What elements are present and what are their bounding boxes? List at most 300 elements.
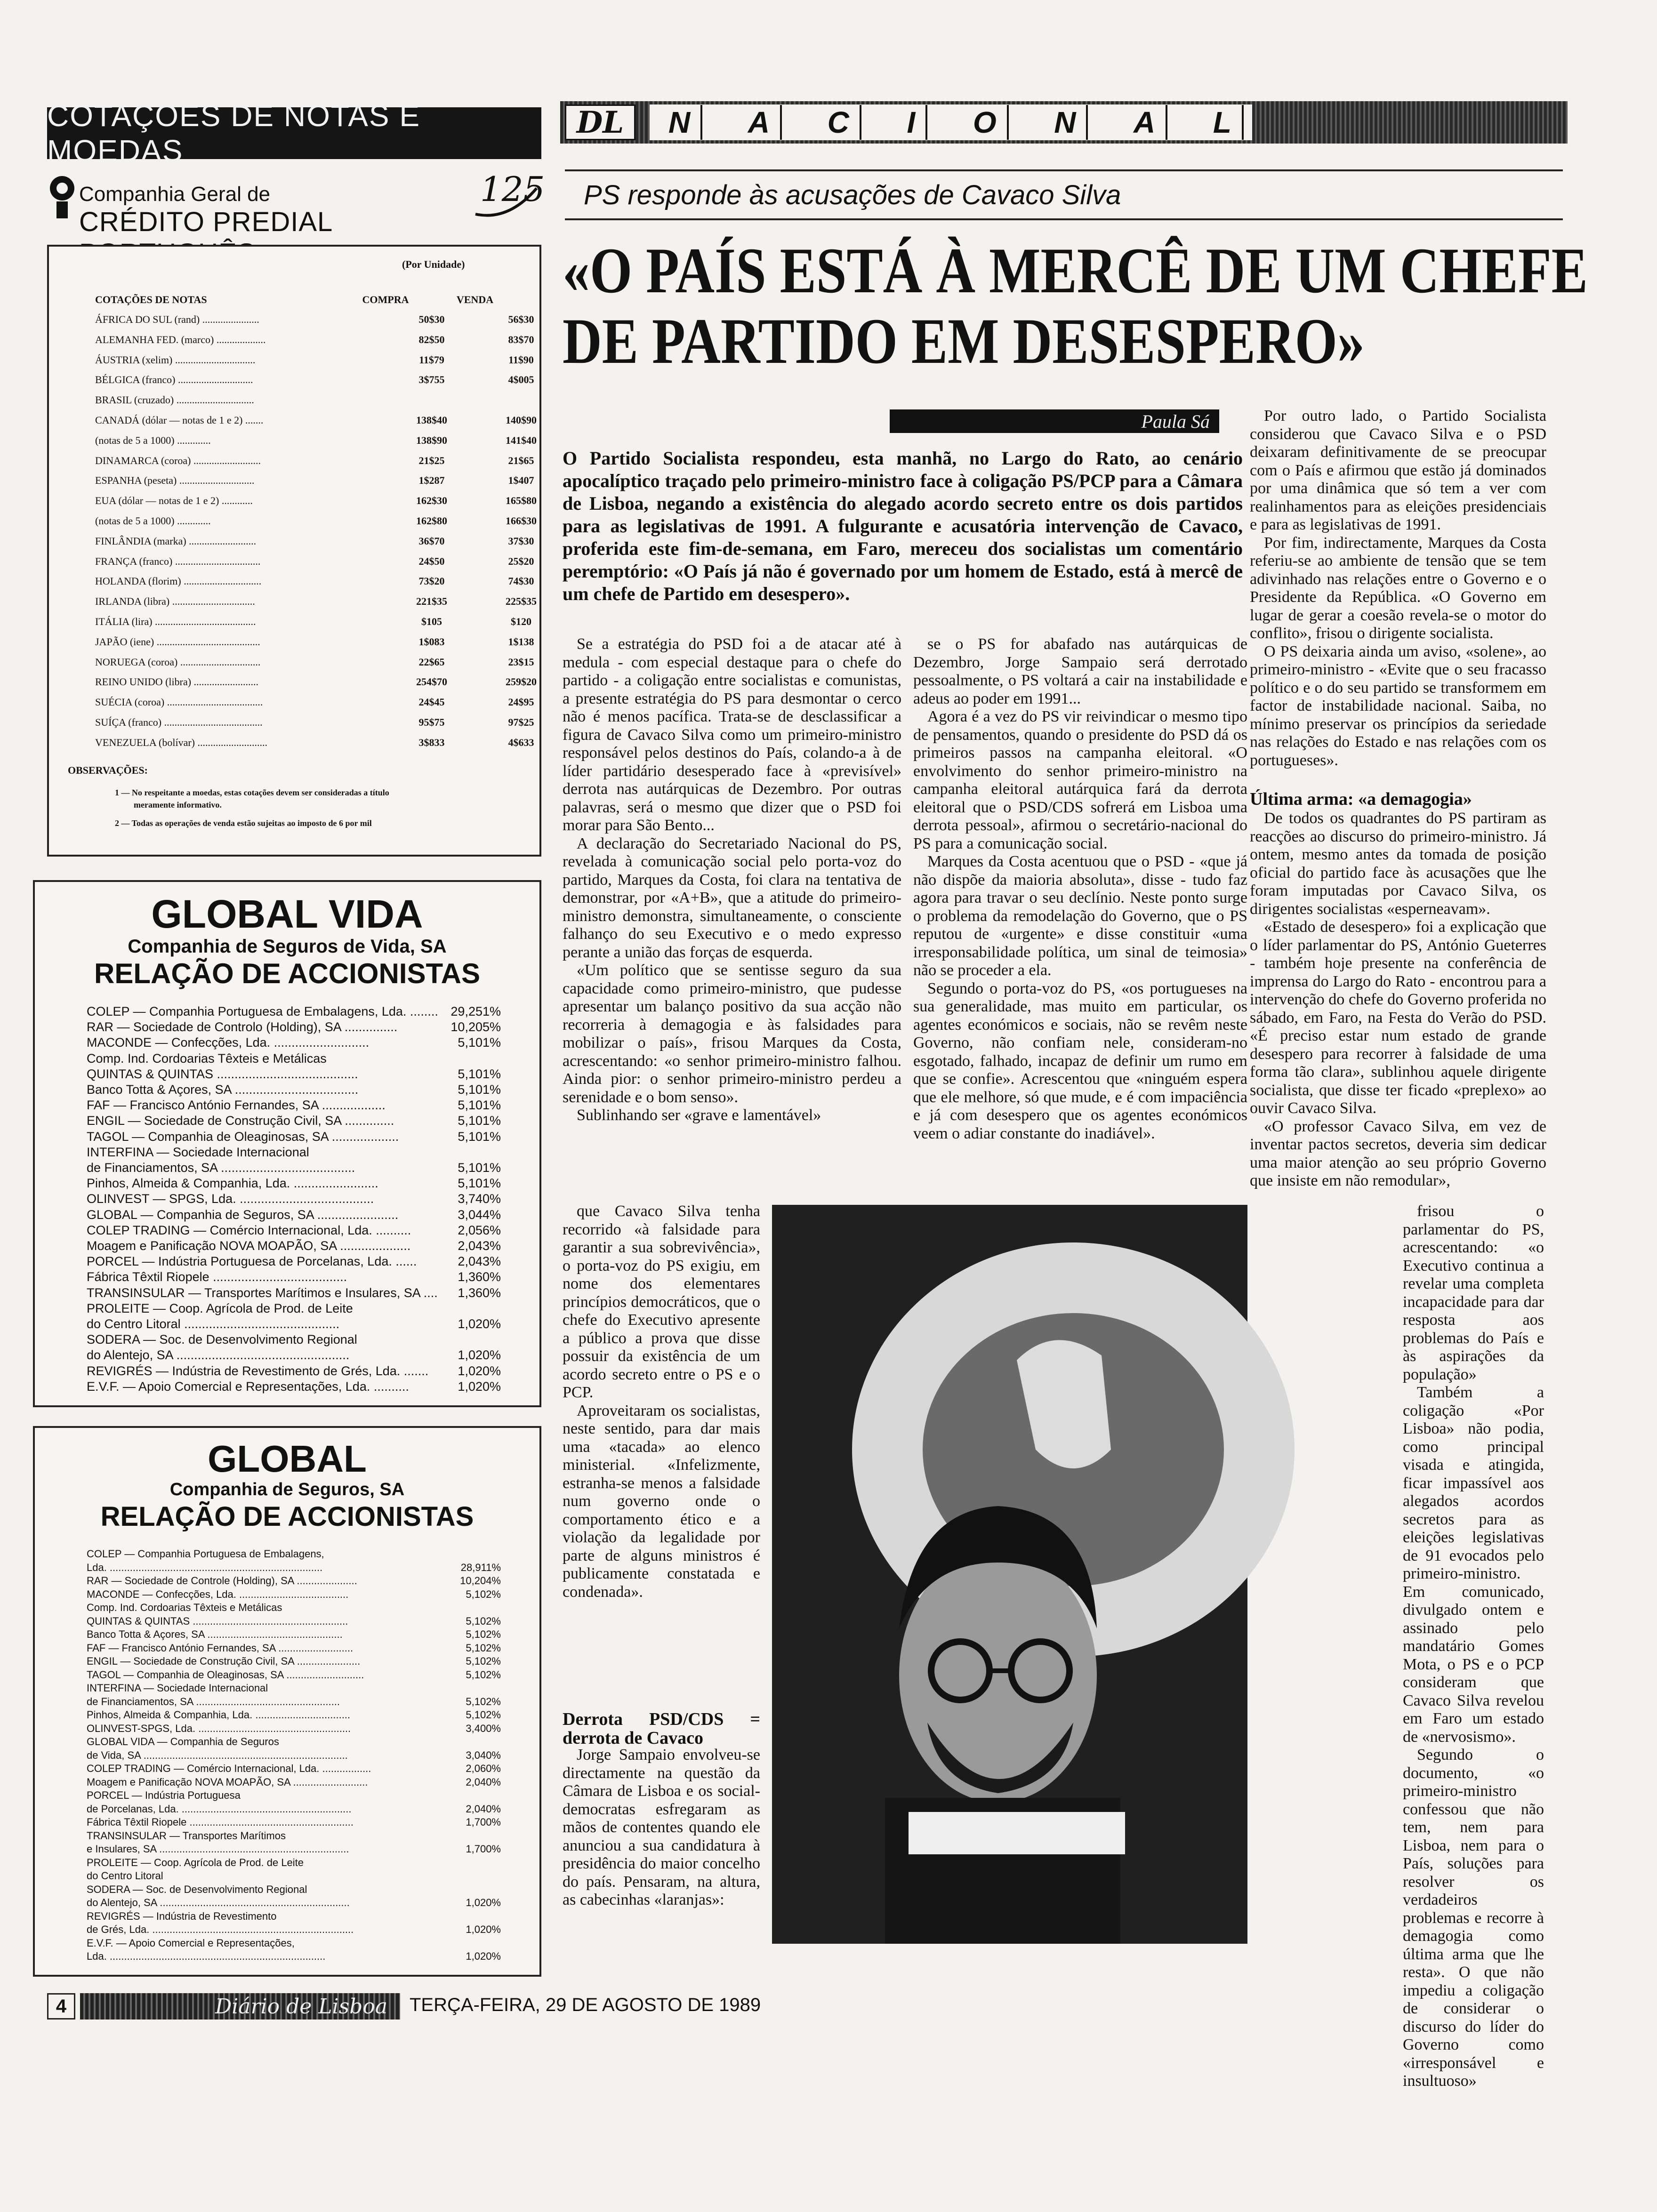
currency-name: BÉLGICA (franco) ............................. — [95, 374, 253, 386]
article-photo — [772, 1205, 1247, 1944]
shareholder-name: Comp. Ind. Cordoarias Têxteis e Metálicas — [87, 1602, 282, 1613]
shareholder-row — [87, 1020, 501, 1035]
currency-name: CANADÁ (dólar — notas de 1 e 2) ....... — [95, 414, 264, 426]
shareholder-row — [87, 1910, 501, 1924]
shareholder-row — [87, 1870, 501, 1883]
buy-value: 138$90 — [416, 434, 447, 446]
shareholder-name: COLEP — Companhia Portuguesa de Embalagens, — [87, 1548, 324, 1560]
shareholder-name: TAGOL — Companhia de Oleaginosas, SA ........................... — [87, 1668, 364, 1681]
shareholder-row — [87, 1364, 501, 1379]
issue-date: TERÇA-FEIRA, 29 DE AGOSTO DE 1989 — [410, 1995, 761, 2015]
cotacao-row — [95, 716, 534, 732]
shareholder-percent: 1,020% — [466, 1950, 501, 1962]
sell-value: 1$138 — [508, 635, 534, 648]
shareholder-percent: 3,740% — [458, 1192, 501, 1206]
obs-1b: meramente informativo. — [134, 800, 222, 809]
shareholder-row — [87, 1763, 501, 1776]
shareholder-name: TAGOL — Companhia de Oleaginosas, SA ................... — [87, 1129, 399, 1144]
shareholder-row — [87, 1669, 501, 1683]
section-letter: A — [1123, 105, 1167, 140]
shareholder-row — [87, 1575, 501, 1588]
shareholder-row — [87, 1776, 501, 1790]
shareholder-percent: 1,700% — [466, 1843, 501, 1855]
headline-line-1: «O PAÍS ESTÁ À MERCÊ DE UM CHEFE — [563, 234, 1588, 306]
shareholder-percent: 5,102% — [466, 1642, 501, 1654]
shareholder-percent: 10,204% — [460, 1575, 501, 1587]
sell-value: 56$30 — [508, 313, 534, 325]
buy-value: 162$80 — [416, 515, 447, 527]
global-vida-section: RELAÇÃO DE ACCIONISTAS — [94, 958, 481, 989]
buy-value: 3$755 — [418, 374, 445, 386]
sell-value: 37$30 — [508, 535, 534, 547]
sell-value: 166$30 — [506, 515, 537, 527]
shareholder-percent: 2,040% — [466, 1776, 501, 1788]
shareholder-row — [87, 1655, 501, 1669]
shareholder-row — [87, 1035, 501, 1051]
shareholder-percent: 1,020% — [466, 1897, 501, 1908]
sell-value: 141$40 — [506, 434, 537, 446]
currency-name: (notas de 5 a 1000) ............. — [95, 434, 211, 446]
shareholder-row — [87, 1709, 501, 1723]
buy-value: 82$50 — [418, 333, 445, 345]
cotacao-row — [95, 635, 534, 652]
shareholder-row — [87, 1843, 501, 1857]
shareholder-row — [87, 1208, 501, 1223]
sell-value: 83$70 — [508, 333, 534, 345]
shareholder-percent: 5,102% — [466, 1668, 501, 1681]
shareholder-row — [87, 1857, 501, 1870]
global-title: GLOBAL — [208, 1438, 367, 1480]
shareholder-name: FAF — Francisco António Fernandes, SA .......................... — [87, 1642, 354, 1654]
shareholder-name: OLINVEST-SPGS, Lda. ..................................................... — [87, 1722, 351, 1734]
shareholder-name: GLOBAL VIDA — Companhia de Seguros — [87, 1736, 279, 1747]
shareholder-name: COLEP — Companhia Portuguesa de Embalagens, Lda. ........ — [87, 1004, 438, 1018]
article-column-1c — [563, 1746, 760, 1953]
currency-name: DINAMARCA (coroa) .......................... — [95, 454, 261, 466]
cotacao-row — [95, 495, 537, 511]
shareholder-name: Banco Totta & Açores, SA ................................... — [87, 1082, 359, 1097]
shareholder-percent: 5,102% — [466, 1709, 501, 1721]
shareholder-name: Moagem e Panificação NOVA MOAPÃO, SA .................... — [87, 1239, 411, 1253]
article-paragraph: que Cavaco Silva tenha recorrido «à falsidade para garantir a sua sobrevivência», o porta-voz do PS exigiu, em nome dos elementares princípios democráticos, que o chefe do Executivo apresente a público a prova que disse possuir da existência de um acordo secreto entre o PS e o PCP. — [563, 1202, 760, 1401]
shareholder-row — [87, 1830, 501, 1843]
cotacao-row — [95, 414, 537, 430]
shareholder-percent: 2,060% — [466, 1763, 501, 1774]
anniversary-logo — [471, 169, 545, 221]
shareholder-name: RAR — Sociedade de Controle (Holding), SA ..................... — [87, 1575, 357, 1587]
section-letter: I — [896, 105, 927, 140]
shareholder-row — [87, 1696, 501, 1709]
buy-value: 11$79 — [419, 353, 444, 366]
shareholder-percent: 5,102% — [466, 1628, 501, 1640]
shareholder-percent: 3,044% — [458, 1207, 501, 1222]
photo-illustration — [772, 1205, 1247, 1944]
global-vida-title: GLOBAL VIDA — [151, 892, 423, 936]
cotacao-row — [95, 616, 531, 632]
bank-line-2: CRÉDITO PREDIAL — [79, 207, 332, 237]
shareholder-name: do Alentejo, SA ................................................. — [87, 1348, 350, 1362]
shareholder-name: de Grés, Lda. ...................................................................... — [87, 1923, 354, 1935]
shareholder-row — [87, 1816, 501, 1830]
article-paragraph: A declaração do Secretariado Nacional do PS, revelada à comunicação social pelo porta-voz do partido, Marques da Costa, foi clara na tentativa de demonstrar, por «A+B», que a atitude do primeiro-ministro demonstra, simultaneamente, o consciente falhanço do seu Executivo e o medo expresso perante a união das forças de esquerda. — [563, 834, 901, 961]
headline-line-2: DE PARTIDO EM DESESPERO» — [563, 305, 1365, 377]
shareholder-row — [87, 1897, 501, 1910]
buy-value: 24$50 — [418, 555, 445, 567]
shareholder-name: Lda. .......................................................................... — [87, 1561, 323, 1573]
sell-value: 225$35 — [506, 595, 537, 608]
currency-name: HOLANDA (florim) .............................. — [95, 575, 262, 587]
currency-name: VENEZUELA (bolívar) ........................... — [95, 736, 267, 748]
article-lead: O Partido Socialista respondeu, esta manhã, no Largo do Rato, ao cenário apocalíptico traçado pelo primeiro-ministro face à coligação PS/PCP para a Câmara de Lisboa, negando a existência do alegado acordo secreto entre os dois partidos para as legislativas de 1991. A fulgurante e acusatória intervenção de Cavaco, proferida este fim-de-semana, em Faro, mereceu dos socialistas um comentário peremptório: «O País já não é governado por um homem de Estado, está à mercê de um chefe de Partido em desespero». — [563, 448, 1243, 604]
shareholder-name: FAF — Francisco António Fernandes, SA .................. — [87, 1098, 386, 1113]
shareholder-percent: 5,101% — [458, 1082, 501, 1097]
shareholder-row — [87, 1615, 501, 1629]
article-paragraph: Sublinhando ser «grave e lamentável» — [577, 1106, 821, 1124]
currency-name: JAPÃO (iene) ........................................ — [95, 635, 260, 648]
shareholder-percent: 28,911% — [460, 1561, 501, 1573]
shareholder-row — [87, 1803, 501, 1817]
shareholder-row — [87, 1067, 501, 1082]
cotacoes-table — [47, 245, 541, 857]
article-paragraph: O PS deixaria ainda um aviso, «solene», ao primeiro-ministro - «Evite que o seu fracasso político e o do seu partido se transformem em factor de instabilidade nacional. Saiba, no mínimo preservar os princípios da seriedade nas relações do Estado e nas relações com os portugueses». — [1250, 642, 1546, 769]
shareholder-name: Comp. Ind. Cordoarias Têxteis e Metálicas — [87, 1051, 327, 1066]
shareholder-name: Pinhos, Almeida & Companhia, Lda. ........................ — [87, 1176, 378, 1191]
shareholder-row — [87, 1682, 501, 1696]
bank-line-1: Companhia Geral de — [79, 183, 271, 206]
shareholder-name: QUINTAS & QUINTAS ...................................................... — [87, 1615, 348, 1627]
shareholder-row — [87, 1082, 501, 1098]
global-box — [33, 1426, 541, 1977]
shareholder-row — [87, 1923, 501, 1937]
shareholder-name: GLOBAL — Companhia de Seguros, SA ....................... — [87, 1207, 399, 1222]
shareholder-percent: 1,020% — [458, 1363, 501, 1378]
shareholder-name: COLEP TRADING — Comércio Internacional, Lda. ................. — [87, 1763, 371, 1774]
shareholder-name: SODERA — Soc. de Desenvolvimento Regional — [87, 1883, 307, 1895]
sell-value: 25$20 — [508, 555, 534, 567]
page-number: 4 — [47, 1993, 75, 2020]
currency-name: ALEMANHA FED. (marco) ................... — [95, 333, 266, 345]
shareholder-name: TRANSINSULAR — Transportes Marítimos — [87, 1829, 286, 1842]
shareholder-name: SODERA — Soc. de Desenvolvimento Regional — [87, 1332, 357, 1347]
shareholder-percent: 2,043% — [458, 1239, 501, 1253]
shareholder-percent: 1,020% — [458, 1317, 501, 1331]
section-letter: A — [738, 105, 782, 140]
unit-note: (Por Unidade) — [402, 258, 465, 270]
newspaper-logo: Diário de Lisboa — [215, 1994, 388, 2019]
article-paragraph: frisou o parlamentar do PS, acrescentando: «o Executivo continua a revelar uma completa incapacidade para dar resposta aos problemas do País e às aspirações da população» — [1403, 1202, 1544, 1383]
shareholder-row — [87, 1114, 501, 1129]
buy-value: 1$287 — [418, 474, 445, 487]
shareholder-name: do Centro Litoral ............................................ — [87, 1317, 340, 1331]
section-name-nacional — [650, 104, 1252, 140]
shareholder-row — [87, 1004, 501, 1020]
shareholder-percent: 2,043% — [458, 1254, 501, 1269]
shareholder-percent: 5,101% — [458, 1098, 501, 1113]
sell-value: 74$30 — [508, 575, 534, 587]
shareholder-name: ENGIL — Sociedade de Construção Civil, SA ...................... — [87, 1655, 361, 1667]
shareholder-name: Fábrica Têxtil Riopele ...................................... — [87, 1270, 347, 1284]
shareholder-row — [87, 1723, 501, 1736]
cotacao-row — [95, 374, 534, 390]
sell-value: 97$25 — [508, 716, 534, 728]
shareholder-percent: 5,102% — [466, 1655, 501, 1667]
article-paragraph: Segundo o documento, «o primeiro-ministro confessou que não tem, nem para Lisboa, nem para o País, soluções para resolver os verdadeiros problemas e recorre à demagogia como última arma que lhe resta». O que não impediu a coligação de considerar o discurso do líder do Governo como «irresponsável e insultuoso» — [1403, 1746, 1544, 2090]
shareholder-name: PROLEITE — Coop. Agrícola de Prod. de Leite — [87, 1301, 353, 1315]
shareholder-name: do Centro Litoral — [87, 1870, 163, 1882]
shareholder-percent: 5,102% — [466, 1615, 501, 1627]
shareholder-row — [87, 1348, 501, 1363]
cotacao-row — [95, 515, 537, 531]
col-buy: COMPRA — [362, 294, 409, 305]
shareholder-percent: 5,101% — [458, 1161, 501, 1175]
subhead-derrota: Derrota PSD/CDS = derrota de Cavaco — [563, 1709, 760, 1748]
shareholder-percent: 3,400% — [466, 1722, 501, 1734]
cotacao-row — [95, 434, 537, 450]
article-paragraph: «O professor Cavaco Silva, em vez de inventar pactos secretos, deveria sim dedicar uma maior atenção ao seu próprio Governo que insiste em não remodular», — [1250, 1117, 1546, 1189]
cotacao-row — [95, 575, 534, 591]
section-letter: L — [1203, 105, 1244, 140]
sell-value: 21$65 — [508, 454, 534, 466]
currency-name: ESPANHA (peseta) ............................. — [95, 474, 255, 487]
sell-value: 165$80 — [506, 495, 537, 507]
shareholder-name: REVIGRÉS — Indústria de Revestimento — [87, 1910, 277, 1922]
buy-value: 162$30 — [416, 495, 447, 507]
shareholder-name: E.V.F. — Apoio Comercial e Representações, — [87, 1937, 295, 1949]
shareholder-row — [87, 1176, 501, 1192]
shareholder-row — [87, 1642, 501, 1656]
article-column-1 — [563, 635, 901, 1200]
shareholder-percent: 3,040% — [466, 1749, 501, 1761]
obs-title: OBSERVAÇÕES: — [68, 764, 148, 776]
shareholder-name: Banco Totta & Açores, SA ............................................... — [87, 1628, 343, 1640]
cotacao-row — [95, 696, 534, 712]
shareholder-row — [87, 1301, 501, 1317]
shareholder-row — [87, 1379, 501, 1395]
shareholder-name: de Vida, SA ....................................................................... — [87, 1749, 348, 1761]
shareholder-name: de Financiamentos, SA .................................................. — [87, 1695, 340, 1707]
article-paragraph: «Estado de desespero» foi a explicação que o líder parlamentar do PS, António Gueterres - também hoje presente na conferência de imprensa do Largo do Rato - encontrou para a intervenção do chefe do Governo proferida no sábado, em Faro, na Festa do Verão do PSD. «É preciso estar num estado de grande desespero para recorrer à falsidade de uma forma tão clara», sublinhou aquele dirigente socialista, que disse ter ficado «preplexo» ao ouvir Cavaco Silva. — [1250, 918, 1546, 1117]
obs-2: 2 — Todas as operações de venda estão sujeitas ao imposto de 6 por mil — [115, 818, 372, 828]
currency-name: REINO UNIDO (libra) ......................... — [95, 676, 259, 688]
shareholder-row — [87, 1051, 501, 1067]
shareholder-row — [87, 1223, 501, 1239]
article-paragraph: Aproveitaram os socialistas, neste sentido, para dar mais uma «tacada» ao elenco ministerial. «Infelizmente, estranha-se menos a falsidade num governo onde o comportamento ético e a violação da legalidade por parte de alguns ministros é publicamente constatada e condenada». — [563, 1402, 760, 1601]
article-column-3 — [1250, 407, 1546, 784]
shareholder-row — [87, 1562, 501, 1575]
shareholder-row — [87, 1749, 501, 1763]
cotacao-row — [95, 474, 534, 490]
shareholder-name: MACONDE — Confecções, Lda. ........................... — [87, 1035, 370, 1050]
currency-name: FRANÇA (franco) ................................. — [95, 555, 261, 567]
shareholder-row — [87, 1937, 501, 1951]
article-paragraph: Marques da Costa acentuou que o PSD - «que já não dispõe da maioria absoluta», disse - tudo faz agora para travar o seu declínio. Neste ponto surge o problema da remodelação do Governo, que o PS reputou de «urgente» e disse constituir «uma irresponsabilidade política, um sinal de teimosia» não se proceder a ela. — [913, 853, 1247, 979]
shareholder-name: MACONDE — Confecções, Lda. ...................................... — [87, 1588, 349, 1600]
sell-value: 24$95 — [508, 696, 534, 708]
shareholder-row — [87, 1950, 501, 1964]
shareholder-row — [87, 1192, 501, 1207]
currency-name: SUÉCIA (coroa) ..................................... — [95, 696, 263, 708]
article-paragraph: Jorge Sampaio envolveu-se directamente na questão da Câmara de Lisboa e os social-democratas esfregaram as mãos de contentes quando ele anunciou a sua candidatura à presidência do maior concelho do país. Pensaram, na altura, as cabecinhas «laranjas»: — [563, 1746, 760, 1908]
shareholder-name: OLINVEST — SPGS, Lda. ...................................... — [87, 1192, 374, 1206]
shareholder-percent: 5,101% — [458, 1114, 501, 1128]
shareholder-row — [87, 1286, 501, 1301]
shareholder-percent: 1,020% — [458, 1348, 501, 1362]
shareholder-percent: 1,700% — [466, 1816, 501, 1828]
currency-name: ÁFRICA DO SUL (rand) ...................... — [95, 313, 259, 325]
cotacao-row — [95, 555, 534, 571]
shareholder-row — [87, 1161, 501, 1176]
anniversary-number: 125 — [480, 169, 545, 209]
currency-name: ÁUSTRIA (xelim) ............................... — [95, 353, 256, 366]
sell-value: 11$90 — [508, 353, 534, 366]
sell-value: 1$407 — [508, 474, 534, 487]
shareholder-name: Moagem e Panificação NOVA MOAPÃO, SA .......................... — [87, 1776, 368, 1788]
anniversary-swoosh-icon — [471, 169, 541, 221]
article-paragraph: se o PS for abafado nas autárquicas de Dezembro, Jorge Sampaio será derrotado pessoalmente, o PS voltará a cair na instabilidade e adeus ao poder em 1991... — [913, 635, 1247, 707]
shareholder-name: QUINTAS & QUINTAS ........................................ — [87, 1066, 358, 1081]
cotacao-row — [95, 353, 534, 370]
shareholder-name: Lda. ........................................................................... — [87, 1950, 326, 1962]
section-letter: N — [658, 105, 702, 140]
cotacoes-header: COTAÇÕES DE NOTAS E MOEDAS — [47, 107, 541, 159]
currency-name: SUÍÇA (franco) ...................................... — [95, 716, 263, 728]
article-paragraph: Também a coligação «Por Lisboa» não podia, como principal visada e atingida, ficar impassível aos alegados acordos secretos para as eleições legislativas de 91 evocados pelo primeiro-ministro. Em comunicado, divulgado ontem e assinado pelo mandatário Gomes Mota, o PS e o PCP consideram que Cavaco Silva revelou em Faro um estado de «nervosismo». — [1403, 1384, 1544, 1746]
article-headline — [563, 234, 1588, 377]
article-paragraph: Agora é a vez do PS vir reivindicar o mesmo tipo de pensamentos, quando o presidente do PSD dá os primeiros passos na campanha eleitoral. «O envolvimento do senhor primeiro-ministro na campanha eleitoral autárquica fará da derrota eleitoral que o PSD/CDS sofrerá em Lisboa uma derrota pessoal», afirmou o secretário-nacional do PS para a comunicação social. — [913, 708, 1247, 852]
article-column-2 — [913, 635, 1247, 1195]
cotacao-row — [95, 676, 537, 692]
article-column-1b — [563, 1202, 760, 1697]
section-letter: O — [963, 105, 1009, 140]
buy-value: 24$45 — [418, 696, 445, 708]
shareholder-row — [87, 1317, 501, 1332]
currency-name: IRLANDA (libra) ................................ — [95, 595, 255, 608]
shareholder-name: PROLEITE — Coop. Agrícola de Prod. de Leite — [87, 1856, 304, 1868]
currency-name: NORUEGA (coroa) ............................... — [95, 656, 261, 668]
section-letter: C — [817, 105, 861, 140]
section-letter: N — [1044, 105, 1088, 140]
shareholder-percent: 5,101% — [458, 1176, 501, 1191]
cotacao-row — [95, 736, 534, 753]
cotacao-row — [95, 333, 534, 350]
shareholder-percent: 2,056% — [458, 1223, 501, 1237]
article-paragraph: «Um político que se sentisse seguro da sua capacidade como primeiro-ministro, que pudesse apresentar um balanço positivo da sua acção não recorreria à demagogia e às falsidades para mobilizar o país», frisou Marques da Costa, acrescentando: «o senhor primeiro-ministro falhou. Ainda pior: o senhor primeiro-ministro perdeu a serenidade e o bom senso». — [563, 962, 901, 1106]
shareholder-name: REVIGRÉS — Indústria de Revestimento de Grés, Lda. ....... — [87, 1363, 429, 1378]
currency-name: EUA (dólar — notas de 1 e 2) ............ — [95, 495, 253, 507]
buy-value: 95$75 — [418, 716, 445, 728]
buy-value: $105 — [421, 616, 442, 627]
col-sell: VENDA — [456, 294, 494, 305]
shareholder-name: de Financiamentos, SA ...................................... — [87, 1161, 355, 1175]
shareholder-name: do Alentejo, SA .................................................................. — [87, 1897, 350, 1908]
shareholder-name: PORCEL — Indústria Portuguesa de Porcelanas, Lda. ...... — [87, 1254, 417, 1269]
byline: Paula Sá — [890, 409, 1219, 433]
shareholder-row — [87, 1130, 501, 1145]
sell-value: 140$90 — [506, 414, 537, 426]
cotacao-row — [95, 454, 534, 471]
shareholder-row — [87, 1145, 501, 1161]
article-kicker: PS responde às acusações de Cavaco Silva — [565, 169, 1563, 220]
shareholder-row — [87, 1789, 501, 1803]
shareholder-percent: 10,205% — [450, 1020, 501, 1034]
cotacao-row — [95, 394, 519, 410]
article-paragraph: Por fim, indirectamente, Marques da Costa referiu-se ao ambiente de tensão que se tem adivinhado nas relações entre o Governo e o Presidente da República. «O Governo em lugar de gerar a coesão revela-se o motor do conflito», frisou o dirigente socialista. — [1250, 534, 1546, 642]
global-section: RELAÇÃO DE ACCIONISTAS — [100, 1501, 474, 1532]
shareholder-name: RAR — Sociedade de Controlo (Holding), SA ............... — [87, 1020, 398, 1034]
sell-value: 4$633 — [508, 736, 534, 748]
shareholder-row — [87, 1548, 501, 1562]
shareholder-percent: 1,360% — [458, 1270, 501, 1284]
cotacao-row — [95, 595, 537, 611]
shareholder-name: INTERFINA — Sociedade Internacional — [87, 1145, 309, 1159]
buy-value: 3$833 — [418, 736, 445, 748]
shareholder-row — [87, 1736, 501, 1749]
currency-name: BRASIL (cruzado) .............................. — [95, 394, 254, 406]
shareholder-row — [87, 1602, 501, 1615]
cotacao-row — [95, 535, 534, 551]
shareholder-name: TRANSINSULAR — Transportes Marítimos e Insulares, SA .... — [87, 1285, 438, 1300]
buy-value: 21$25 — [418, 454, 445, 466]
shareholder-percent: 5,102% — [466, 1588, 501, 1600]
shareholder-name: de Porcelanas, Lda. ........................................................... — [87, 1803, 352, 1815]
buy-value: 73$20 — [418, 575, 445, 587]
shareholder-name: INTERFINA — Sociedade Internacional — [87, 1682, 268, 1694]
buy-value: 22$65 — [418, 656, 445, 668]
article-paragraph: De todos os quadrantes do PS partiram as reacções ao discurso do primeiro-ministro. Já ontem, mesmo antes da tomada de posição oficial do partido face às acusações que lhe foram imputadas por Cavaco Silva, os dirigentes socialistas «esperneavam». — [1250, 809, 1546, 918]
cotacao-row — [95, 313, 534, 329]
shareholder-name: PORCEL — Indústria Portuguesa — [87, 1789, 241, 1801]
buy-value: 1$083 — [418, 635, 445, 648]
article-column-3b — [1250, 809, 1546, 1200]
sell-value: 259$20 — [506, 676, 537, 688]
subhead-ultima: Última arma: «a demagogia» — [1250, 789, 1472, 809]
currency-name: (notas de 5 a 1000) ............. — [95, 515, 211, 527]
buy-value: 36$70 — [418, 535, 445, 547]
shareholder-percent: 5,102% — [466, 1695, 501, 1707]
sell-value: $120 — [511, 616, 531, 627]
sell-value: 4$005 — [508, 374, 534, 386]
shareholder-percent: 1,020% — [458, 1379, 501, 1394]
currency-name: ITÁLIA (lira) ....................................... — [95, 616, 256, 627]
cotacao-row — [95, 656, 534, 672]
global-subtitle: Companhia de Seguros, SA — [169, 1480, 405, 1499]
sell-value: 23$15 — [508, 656, 534, 668]
article-paragraph: Segundo o porta-voz do PS, «os portugueses na sua generalidade, mas muito em particular, os agentes económicos e sociais, não se revêm neste Governo, não confiam nele, consideram-no esgotado, falhado, incapaz de definir um rumo em que se confie». Acrescentou que «ninguém espera que ele melhore, só que mude, e é com impaciência e já com desespero que os agentes económicos veem o adiar constante do inadiável». — [913, 979, 1247, 1142]
shareholder-name: ENGIL — Sociedade de Construção Civil, SA .............. — [87, 1114, 394, 1128]
article-column-3c — [1403, 1202, 1544, 2090]
shareholder-percent: 5,101% — [458, 1066, 501, 1081]
obs-1a: 1 — No respeitante a moedas, estas cotações devem ser consideradas a título — [115, 788, 389, 797]
shareholder-percent: 5,101% — [458, 1035, 501, 1050]
shareholder-row — [87, 1332, 501, 1348]
shareholder-percent: 1,020% — [466, 1923, 501, 1935]
shareholder-percent: 1,360% — [458, 1285, 501, 1300]
buy-value: 221$35 — [416, 595, 447, 608]
buy-value: 50$30 — [418, 313, 445, 325]
sub-ultima-wrap — [1250, 786, 1546, 809]
dl-logo: DL — [565, 104, 635, 140]
shareholder-row — [87, 1588, 501, 1602]
shareholder-row — [87, 1883, 501, 1897]
buy-value: 254$70 — [416, 676, 447, 688]
col-label: COTAÇÕES DE NOTAS — [95, 294, 207, 305]
article-paragraph: Se a estratégia do PSD foi a de atacar até à medula - com especial destaque para o chefe do partido - a coligação entre socialistas e comunistas, a presente estratégia do PS para desmontar o cerco não é menos pacífica. Trata-se de desclassificar a figura de Cavaco Silva como um primeiro-ministro responsável pelos destinos do País, colando-a à de líder partidário desesperado face à «previsível» derrota nas autárquicas de Dezembro. Por outras palavras, será o mesmo que dizer que o PSD foi morar para São Bento... — [563, 635, 901, 834]
global-vida-subtitle: Companhia de Seguros de Vida, SA — [128, 936, 447, 957]
shareholder-name: COLEP TRADING — Comércio Internacional, Lda. .......... — [87, 1223, 411, 1237]
currency-name: FINLÂNDIA (marka) .......................... — [95, 535, 257, 547]
shareholder-row — [87, 1628, 501, 1642]
bank-logo-icon — [47, 169, 77, 221]
